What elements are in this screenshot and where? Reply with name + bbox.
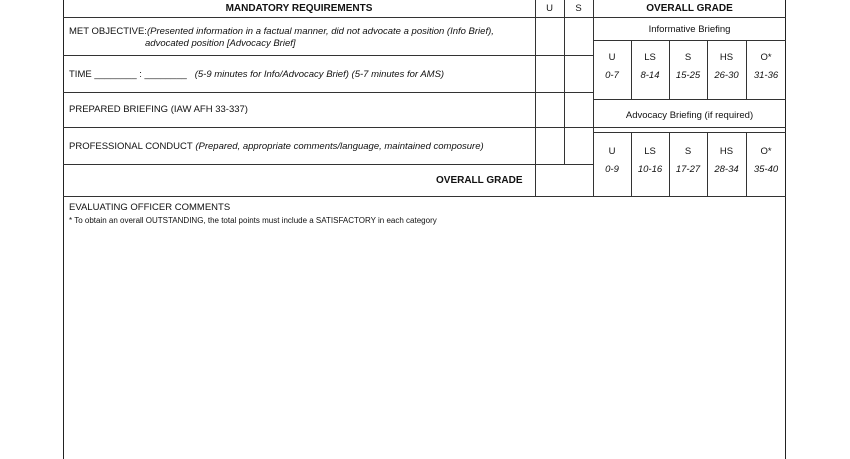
professional-conduct-s-cell[interactable] [565,128,593,164]
professional-conduct-label: PROFESSIONAL CONDUCT [69,141,193,152]
header-divider [63,17,786,18]
overall-grade-cell[interactable] [536,165,593,196]
professional-conduct-row [69,141,484,152]
advocacy-grade-u: U [608,146,616,157]
met-objective-label [69,26,494,37]
time-row [69,69,444,80]
informative-range-hs: 26-30 [714,70,739,81]
informative-bottom-divider [593,99,786,100]
informative-range-u: 0-7 [605,70,619,81]
s-column-header: S [575,3,582,14]
advocacy-range-u: 0-9 [605,164,619,175]
advocacy-briefing-title: Advocacy Briefing (if required) [625,110,754,121]
informative-range-s: 15-25 [675,70,701,81]
met-objective-s-cell[interactable] [565,18,593,55]
advocacy-grade-s: S [684,146,692,157]
informative-range-ls: 8-14 [640,70,660,81]
comments-divider [63,196,786,197]
advocacy-grade-ls: LS [644,146,656,157]
time-label: TIME ________ : ________ [69,69,187,80]
met-objective-title: MET OBJECTIVE: [69,26,147,37]
overall-grade-row-label: OVERALL GRADE [436,175,523,186]
professional-conduct-u-cell[interactable] [536,128,564,164]
row-divider-4 [63,164,593,165]
advocacy-range-hs: 28-34 [714,164,739,175]
time-u-cell[interactable] [536,56,564,92]
evaluating-officer-comments-title: EVALUATING OFFICER COMMENTS [69,202,231,213]
advocacy-grade-o: O* [760,146,772,157]
met-objective-description: (Presented information in a factual manner, did not advocate a position (Info Brief), [146,26,494,37]
advocacy-range-o: 35-40 [753,164,779,175]
informative-grade-o: O* [760,52,772,63]
row-divider-3 [63,127,786,128]
advocacy-range-ls: 10-16 [637,164,663,175]
informative-grade-u: U [608,52,616,63]
advocacy-range-s: 17-27 [675,164,701,175]
advocacy-title-divider [593,132,786,133]
met-objective-description-cont: advocated position [Advocacy Brief] [145,38,296,49]
comments-area[interactable] [65,228,784,459]
row-divider-1 [63,55,593,56]
informative-range-o: 31-36 [753,70,779,81]
prepared-briefing-label: PREPARED BRIEFING (IAW AFH 33-337) [69,104,248,115]
time-s-cell[interactable] [565,56,593,92]
met-objective-u-cell[interactable] [536,18,564,55]
outstanding-footnote: * To obtain an overall OUTSTANDING, the total points must include a SATISFACTORY in each category [69,216,437,225]
informative-grade-s: S [684,52,692,63]
overall-grade-header: OVERALL GRADE [646,3,733,14]
informative-grade-hs: HS [719,52,734,63]
prepared-briefing-s-cell[interactable] [565,93,593,127]
informative-title-divider [593,40,786,41]
time-description: (5-9 minutes for Info/Advocacy Brief) (5-7 minutes for AMS) [194,69,445,80]
u-column-header: U [546,3,553,14]
mandatory-requirements-header: MANDATORY REQUIREMENTS [225,3,373,14]
professional-conduct-description: (Prepared, appropriate comments/language, maintained composure) [195,141,484,152]
row-divider-2 [63,92,593,93]
informative-grade-ls: LS [644,52,656,63]
prepared-briefing-u-cell[interactable] [536,93,564,127]
advocacy-grade-hs: HS [719,146,734,157]
informative-briefing-title: Informative Briefing [648,24,731,35]
